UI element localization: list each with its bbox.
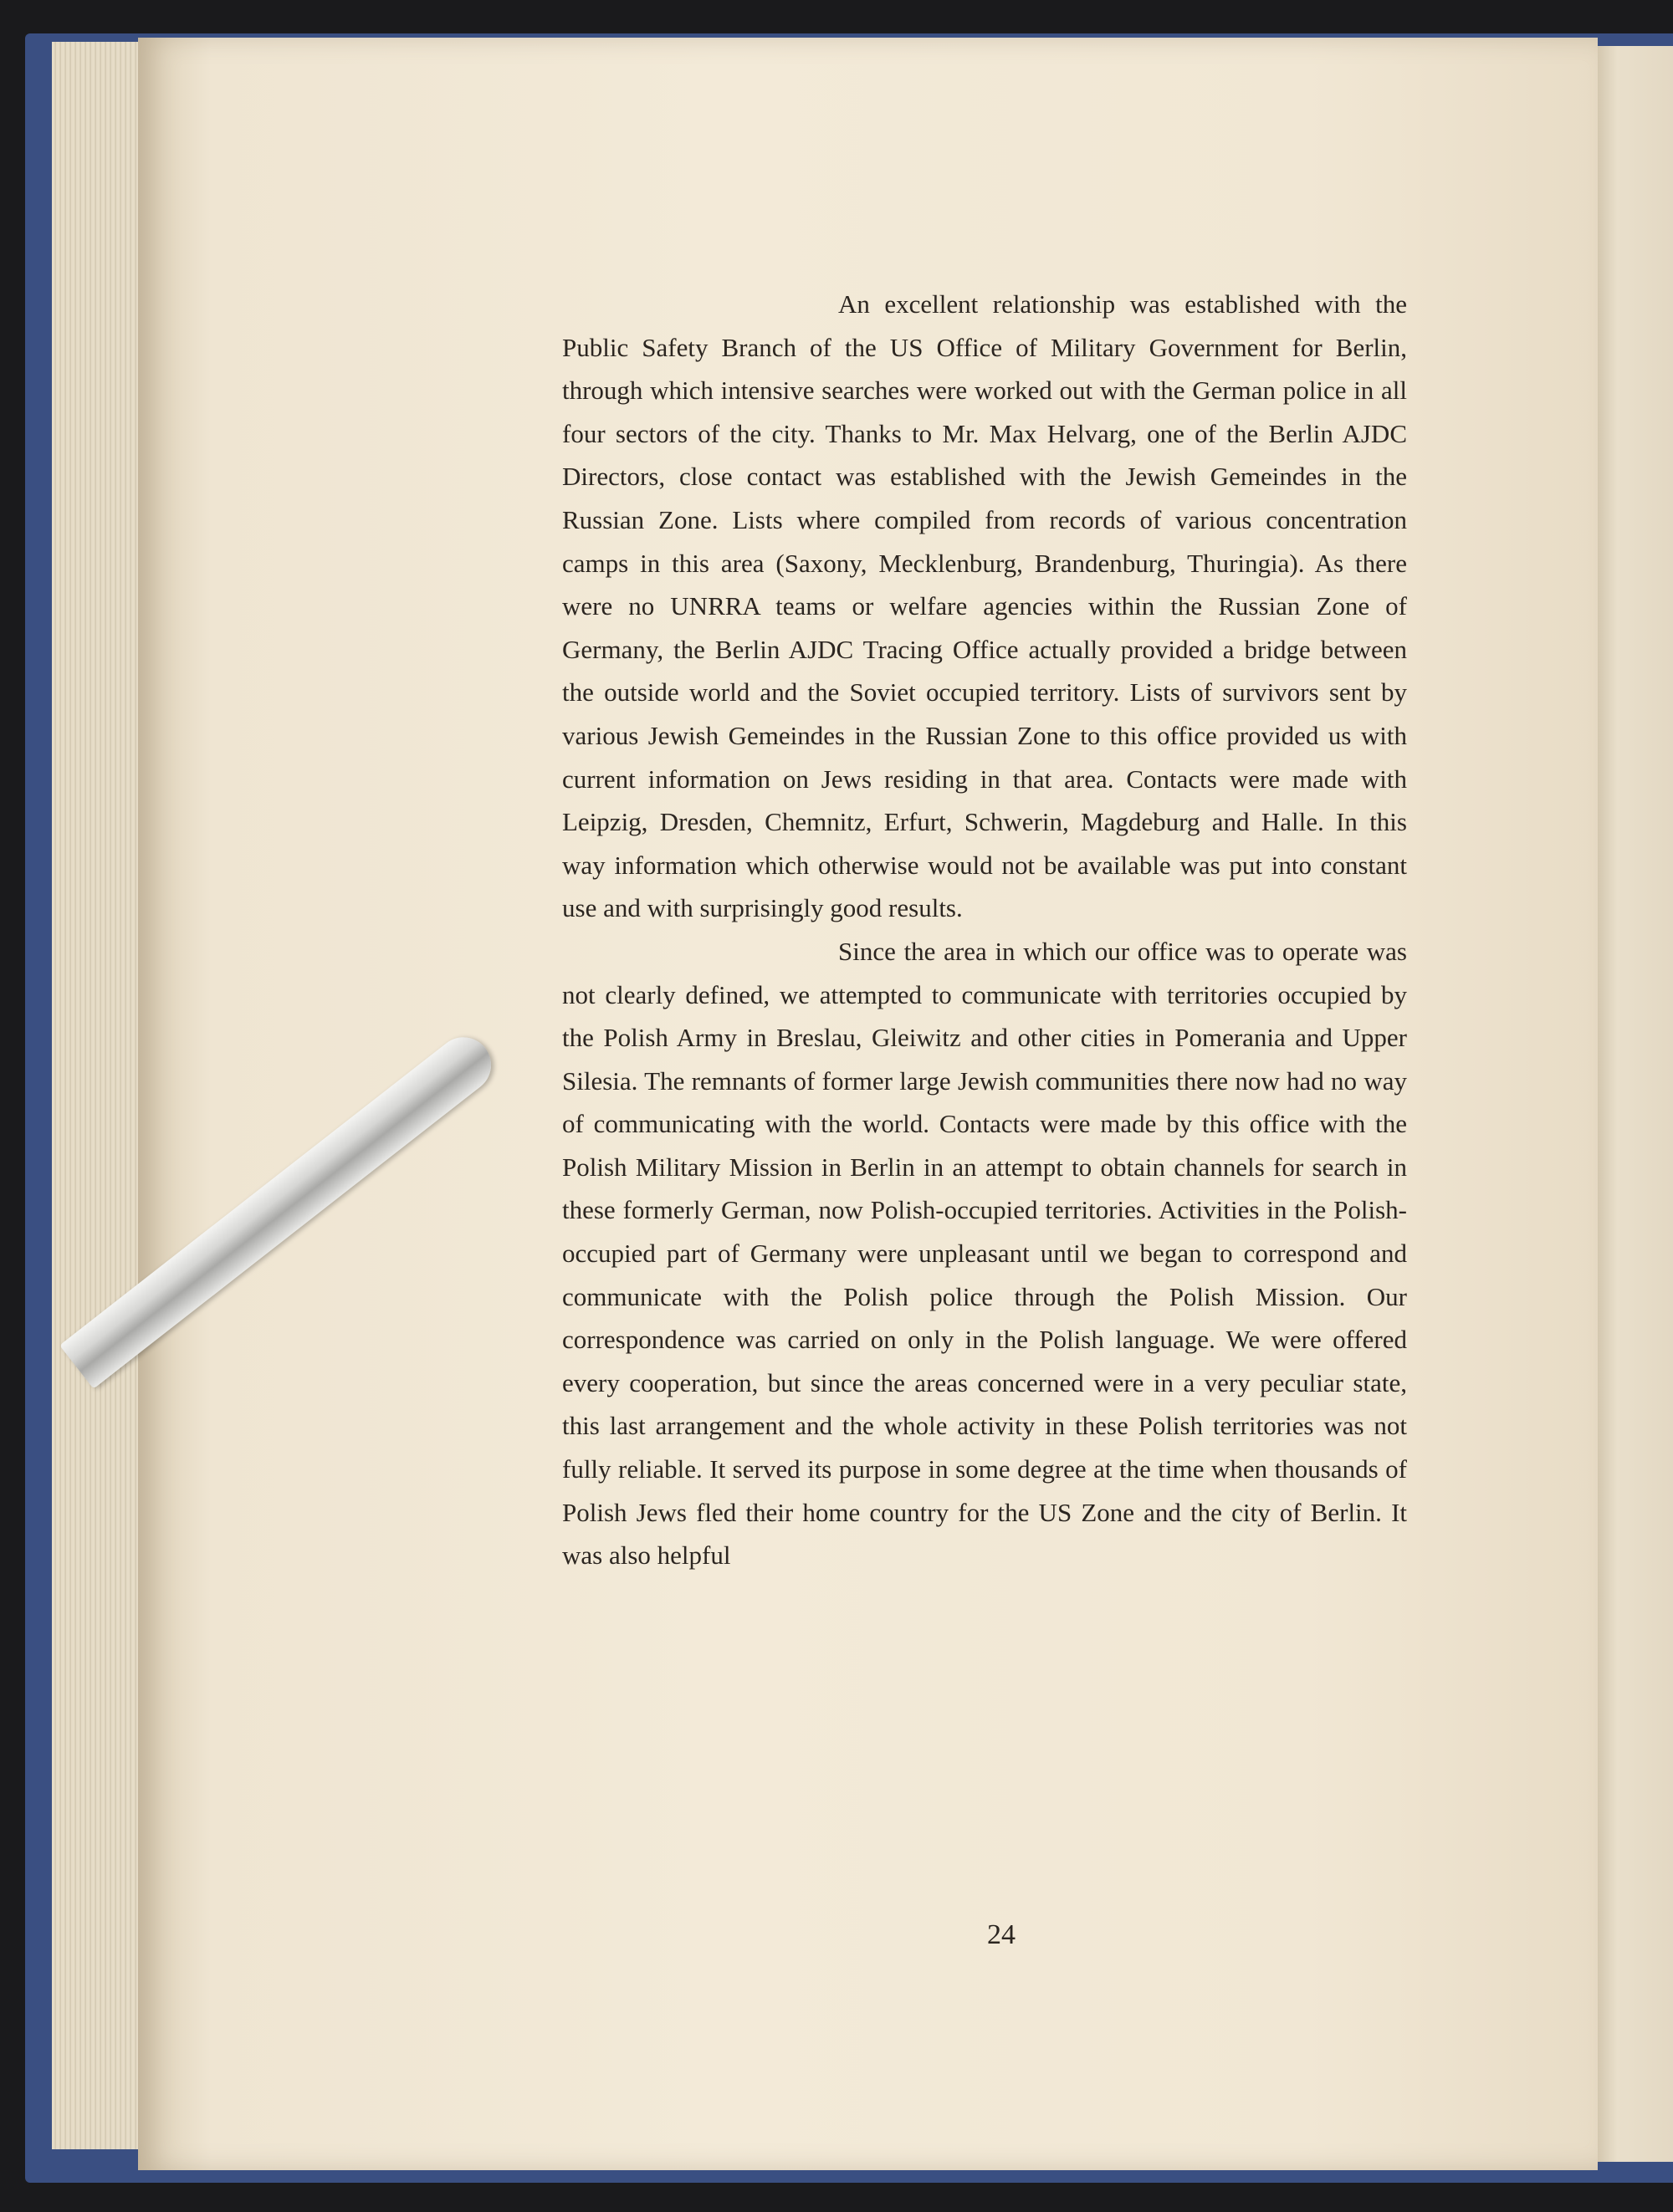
body-text	[562, 283, 1407, 1577]
paragraph-1: An excellent relationship was established with the Public Safety Branch of the US Office of Military Government for Berlin, through which intensive searches were worked out with the German police in all four sectors of the city. Thanks to Mr. Max Helvarg, one of the Berlin AJDC Directors, close contact was established with the Jewish Gemeindes in the Russian Zone. Lists where compiled from records of various concentration camps in this area (Saxony, Mecklenburg, Brandenburg, Thuringia). As there were no UNRRA teams or welfare agencies within the Russian Zone of Germany, the Berlin AJDC Tracing Office actually provided a bridge between the outside world and the Soviet occupied territory. Lists of survivors sent by various Jewish Gemeindes in the Russian Zone to this office provided us with current information on Jews residing in that area. Contacts were made with Leipzig, Dresden, Chemnitz, Erfurt, Schwerin, Magdeburg and Halle. In this way information which otherwise would not be available was put into constant use and with surprisingly good results.	[562, 289, 1407, 923]
next-page-edge	[1594, 46, 1673, 2162]
paragraph-2: Since the area in which our office was to operate was not clearly defined, we attempted to communicate with territories occupied by the Polish Army in Breslau, Gleiwitz and other cities in Pomerania and Upper Silesia. The remnants of former large Jewish communities there now had no way of communicating with the world. Contacts were made by this office with the Polish Military Mission in Berlin in an attempt to obtain channels for search in these formerly German, now Polish-occupied territories. Activities in the Polish-occupied part of Germany were unpleasant until we began to correspond and communicate with the Polish police through the Polish Mission. Our correspondence was carried on only in the Polish language. We were offered every cooperation, but since the areas concerned were in a very peculiar state, this last arrangement and the whole activity in these Polish territories was not fully reliable. It served its purpose in some degree at the time when thousands of Polish Jews fled their home country for the US Zone and the city of Berlin. It was also helpful	[562, 936, 1407, 1571]
page-number: 24	[987, 1919, 1016, 1950]
page-edges	[52, 42, 152, 2149]
